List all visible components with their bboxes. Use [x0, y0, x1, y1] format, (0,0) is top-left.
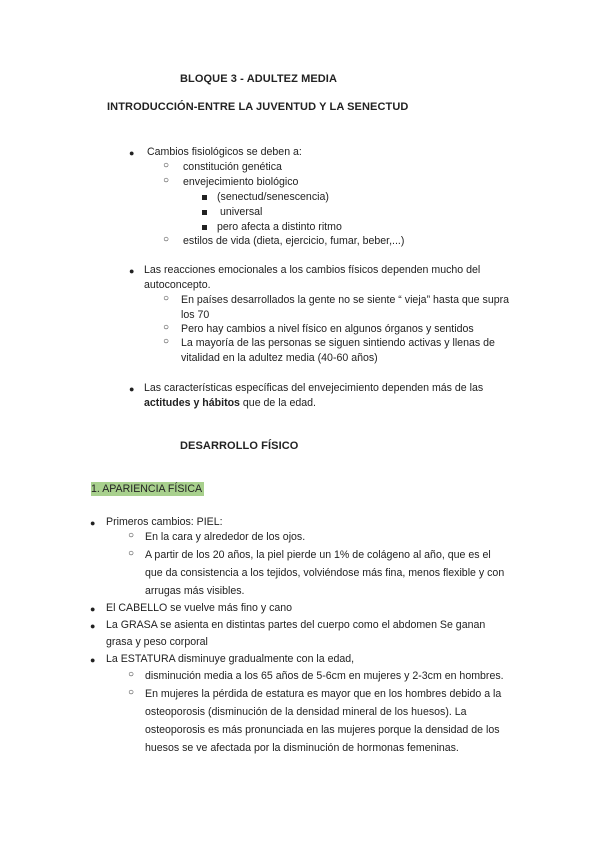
square-bullet-icon: [202, 210, 207, 215]
bullet-icon: ●: [90, 604, 96, 614]
list-item-continuation: huesos se ve afectada por la disminución de hormonas femeninas.: [145, 742, 459, 754]
circle-bullet-icon: ○: [163, 234, 170, 245]
list-item-continuation: que da consistencia a los tejidos, volviéndose más fina, menos flexible y con: [145, 567, 505, 579]
square-bullet-icon: [202, 225, 207, 230]
list-item-continuation: osteoporosis (disminución de la densidad mineral de los huesos). La: [145, 706, 467, 718]
circle-bullet-icon: ○: [128, 548, 135, 559]
bullet-icon: ●: [90, 655, 96, 665]
list-item-continuation: autoconcepto.: [144, 279, 211, 291]
bold-text: actitudes y hábitos: [144, 397, 240, 409]
list-item: constitución genética: [183, 161, 282, 173]
bullet-icon: ●: [129, 148, 135, 158]
list-item: La mayoría de las personas se siguen sintiendo activas y llenas de: [181, 337, 495, 349]
list-item: disminución media a los 65 años de 5-6cm en mujeres y 2-3cm en hombres.: [145, 670, 504, 682]
bullet-icon: ●: [90, 518, 96, 528]
list-item: envejecimiento biológico: [183, 176, 299, 188]
square-bullet-icon: [202, 195, 207, 200]
circle-bullet-icon: ○: [128, 530, 135, 541]
text: que de la edad.: [239, 397, 316, 409]
circle-bullet-icon: ○: [163, 322, 170, 333]
list-item: En países desarrollados la gente no se siente “ vieja” hasta que supra: [181, 294, 510, 306]
list-item: Las características específicas del envejecimiento dependen más de las: [144, 382, 484, 394]
list-item: Pero hay cambios a nivel físico en algunos órganos y sentidos: [181, 323, 474, 335]
list-item: El CABELLO se vuelve más fino y cano: [106, 602, 293, 614]
list-item: Primeros cambios: PIEL:: [106, 516, 223, 528]
list-item: La ESTATURA disminuye gradualmente con la edad,: [106, 653, 355, 665]
bullet-icon: ●: [129, 384, 135, 394]
list-item: estilos de vida (dieta, ejercicio, fumar, beber,...): [183, 235, 405, 247]
bullet-icon: ●: [129, 266, 135, 276]
list-item: En mujeres la pérdida de estatura es mayor que en los hombres debido a la: [145, 688, 502, 700]
circle-bullet-icon: ○: [128, 687, 135, 698]
circle-bullet-icon: ○: [128, 669, 135, 680]
list-item: pero afecta a distinto ritmo: [217, 221, 342, 233]
section-heading: DESARROLLO FÍSICO: [180, 440, 299, 452]
list-item: universal: [220, 206, 263, 218]
section-subtitle: INTRODUCCIÓN-ENTRE LA JUVENTUD Y LA SENECTUD: [107, 101, 409, 113]
list-item-continuation: vitalidad en la adultez media (40-60 años): [181, 352, 378, 364]
highlighted-heading: 1. APARIENCIA FÍSICA: [91, 483, 203, 495]
circle-bullet-icon: ○: [163, 293, 170, 304]
circle-bullet-icon: ○: [163, 160, 170, 171]
numbered-heading: [91, 482, 204, 497]
list-item-continuation: [144, 396, 316, 411]
list-item-continuation: arrugas más visibles.: [145, 585, 245, 597]
list-item: (senectud/senescencia): [217, 191, 329, 203]
list-item: A partir de los 20 años, la piel pierde un 1% de colágeno al año, que es el: [145, 549, 491, 561]
circle-bullet-icon: ○: [163, 175, 170, 186]
list-item: La GRASA se asienta en distintas partes del cuerpo como el abdomen Se ganan: [106, 619, 486, 631]
list-item: Cambios fisiológicos se deben a:: [147, 146, 302, 158]
page-title: BLOQUE 3 - ADULTEZ MEDIA: [180, 73, 338, 85]
list-item-continuation: grasa y peso corporal: [106, 636, 208, 648]
circle-bullet-icon: ○: [163, 336, 170, 347]
list-item-continuation: osteoporosis es más pronunciada en las mujeres porque la densidad de los: [145, 724, 500, 736]
list-item: En la cara y alrededor de los ojos.: [145, 531, 306, 543]
list-item-continuation: los 70: [181, 309, 210, 321]
bullet-icon: ●: [90, 621, 96, 631]
list-item: Las reacciones emocionales a los cambios físicos dependen mucho del: [144, 264, 481, 276]
